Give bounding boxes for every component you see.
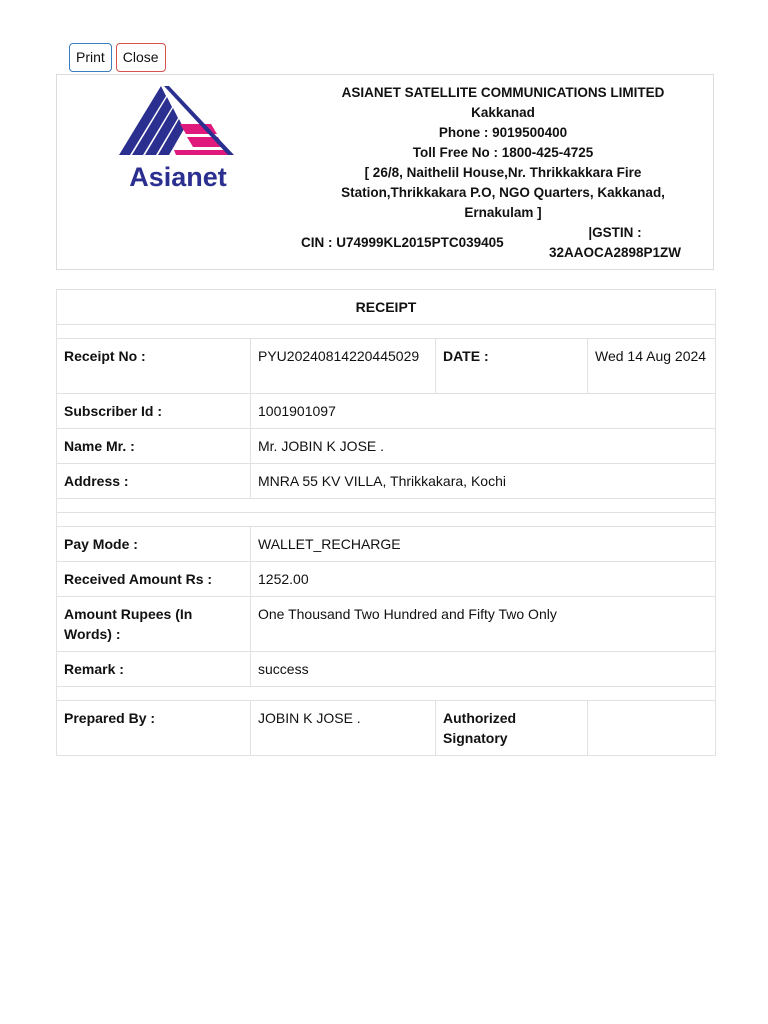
company-cin: CIN : U74999KL2015PTC039405 bbox=[301, 235, 504, 250]
receipt-title: RECEIPT bbox=[57, 290, 716, 325]
divider bbox=[57, 325, 716, 339]
pay-mode-label: Pay Mode : bbox=[57, 527, 251, 562]
prepared-by-value: JOBIN K JOSE . bbox=[251, 701, 436, 756]
company-toll-free: Toll Free No : 1800-425-4725 bbox=[412, 145, 594, 160]
receipt-header bbox=[56, 74, 714, 270]
authorized-signatory-value bbox=[588, 701, 716, 756]
subscriber-id-value: 1001901097 bbox=[251, 394, 716, 429]
receipt-no-value: PYU20240814220445029 bbox=[251, 339, 436, 394]
company-branch: Kakkanad bbox=[471, 105, 535, 120]
name-label: Name Mr. : bbox=[57, 429, 251, 464]
asianet-logo-text: Asianet bbox=[129, 162, 227, 187]
asianet-logo bbox=[116, 83, 240, 187]
prepared-by-label: Prepared By : bbox=[57, 701, 251, 756]
company-address: [ 26/8, Naithelil House,Nr. Thrikkakkara Fire Station,Thrikkakara P.O, NGO Quarters, Kakkanad, Ernakulam ] bbox=[341, 165, 665, 220]
subscriber-id-label: Subscriber Id : bbox=[57, 394, 251, 429]
amount-words-label: Amount Rupees (In Words) : bbox=[57, 597, 251, 652]
remark-value: success bbox=[251, 652, 716, 687]
receipt-no-label: Receipt No : bbox=[57, 339, 251, 394]
date-label: DATE : bbox=[436, 339, 588, 394]
amount-words-value: One Thousand Two Hundred and Fifty Two Only bbox=[251, 597, 716, 652]
divider bbox=[57, 687, 716, 701]
authorized-signatory-label: Authorized Signatory bbox=[436, 701, 588, 756]
pay-mode-value: WALLET_RECHARGE bbox=[251, 527, 716, 562]
company-info bbox=[327, 83, 679, 223]
print-button[interactable]: Print bbox=[69, 43, 112, 72]
name-value: Mr. JOBIN K JOSE . bbox=[251, 429, 716, 464]
company-phone: Phone : 9019500400 bbox=[438, 125, 568, 140]
date-value: Wed 14 Aug 2024 bbox=[588, 339, 716, 394]
company-name: ASIANET SATELLITE COMMUNICATIONS LIMITED bbox=[341, 85, 665, 100]
received-amount-label: Received Amount Rs : bbox=[57, 562, 251, 597]
remark-label: Remark : bbox=[57, 652, 251, 687]
toolbar bbox=[69, 43, 166, 74]
company-gstin: |GSTIN : 32AAOCA2898P1ZW bbox=[548, 225, 682, 260]
address-label: Address : bbox=[57, 464, 251, 499]
received-amount-value: 1252.00 bbox=[251, 562, 716, 597]
divider bbox=[57, 513, 716, 527]
asianet-logo-mark bbox=[119, 86, 234, 155]
receipt-table bbox=[56, 289, 716, 756]
address-value: MNRA 55 KV VILLA, Thrikkakara, Kochi bbox=[251, 464, 716, 499]
divider bbox=[57, 499, 716, 513]
close-button[interactable]: Close bbox=[116, 43, 166, 72]
